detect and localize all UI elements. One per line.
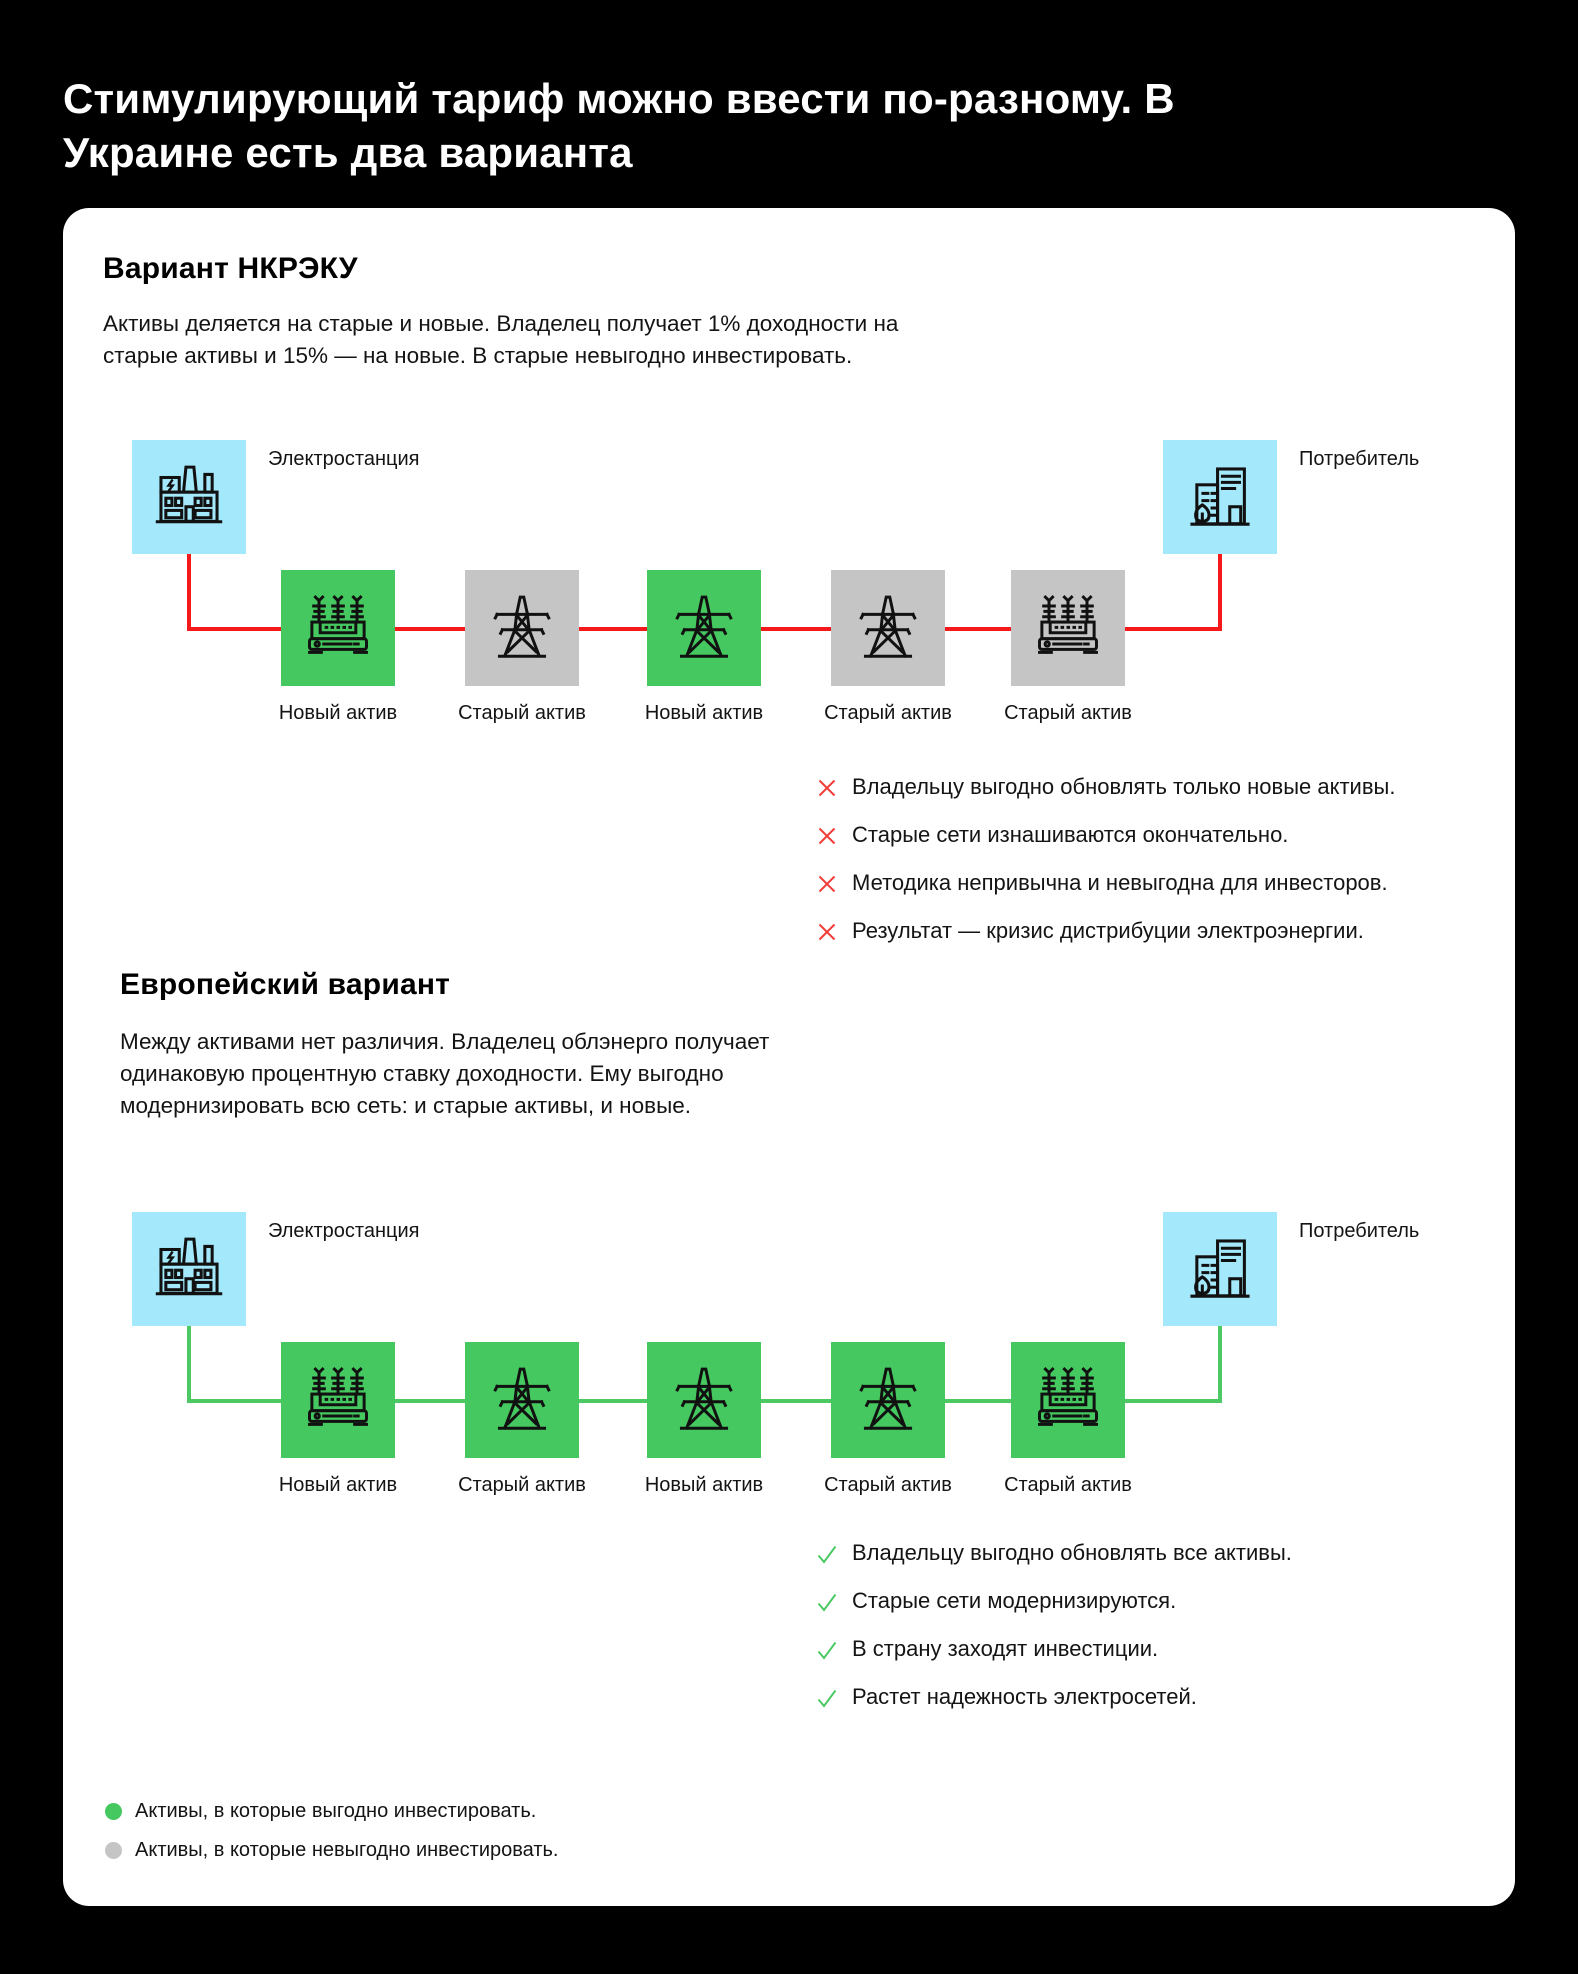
transmission-tower-icon <box>666 590 742 666</box>
european-heading: Европейский вариант <box>120 968 451 1001</box>
asset-2-3 <box>644 1342 764 1496</box>
asset-label: Старый актив <box>1004 1474 1132 1496</box>
asset-label: Старый актив <box>458 702 586 724</box>
gray-dot-icon <box>105 1842 122 1859</box>
legend-row-unprofitable <box>105 1839 558 1861</box>
asset-box <box>647 1342 761 1458</box>
asset-box <box>831 570 945 686</box>
asset-box <box>1011 1342 1125 1458</box>
cross-icon <box>815 920 839 944</box>
asset-2-2 <box>458 1342 586 1496</box>
drawback-text: Результат — кризис дистрибуции электроэнергии. <box>852 918 1364 944</box>
check-icon <box>815 1638 839 1662</box>
asset-2-1 <box>278 1342 398 1496</box>
asset-label: Старый актив <box>824 1474 952 1496</box>
asset-label: Новый актив <box>644 1474 764 1496</box>
benefit-item <box>815 1540 1435 1567</box>
substation-transformer-icon <box>1030 1362 1106 1438</box>
asset-1-5 <box>1004 570 1132 724</box>
benefit-text: Старые сети модернизируются. <box>852 1588 1177 1614</box>
power-plant-label-2: Электростанция <box>268 1220 420 1242</box>
benefit-text: Владельцу выгодно обновлять все активы. <box>852 1540 1292 1566</box>
drawback-item <box>815 774 1435 801</box>
power-plant-node-2 <box>132 1212 246 1326</box>
cross-icon <box>815 872 839 896</box>
drawback-text: Методика непривычна и невыгодна для инвесторов. <box>852 870 1388 896</box>
benefit-item <box>815 1588 1435 1615</box>
european-benefits-list <box>815 1540 1435 1732</box>
european-description: Между активами нет различия. Владелец облэнерго получает одинаковую процентную ставку доходности. Ему выгодно модернизировать всю сеть: и старые активы, и новые. <box>120 1029 770 1118</box>
page-title: Стимулирующий тариф можно ввести по-разному. В Украине есть два варианта <box>63 75 1175 177</box>
consumer-label-2: Потребитель <box>1299 1220 1420 1242</box>
drawback-text: Владельцу выгодно обновлять только новые активы. <box>852 774 1396 800</box>
asset-label: Старый актив <box>1004 702 1132 724</box>
green-dot-icon <box>105 1803 122 1820</box>
asset-box <box>281 570 395 686</box>
asset-label: Старый актив <box>458 1474 586 1496</box>
benefit-item <box>815 1684 1435 1711</box>
legend-row-profitable <box>105 1800 558 1822</box>
asset-label: Старый актив <box>824 702 952 724</box>
asset-1-3 <box>644 570 764 724</box>
cross-icon <box>815 776 839 800</box>
asset-box <box>281 1342 395 1458</box>
asset-box <box>465 1342 579 1458</box>
substation-transformer-icon <box>300 590 376 666</box>
asset-label: Новый актив <box>278 702 398 724</box>
transmission-tower-icon <box>850 1362 926 1438</box>
transmission-tower-icon <box>850 590 926 666</box>
infographic-card <box>63 208 1515 1906</box>
power-plant-node-1 <box>132 440 246 554</box>
substation-transformer-icon <box>300 1362 376 1438</box>
asset-box <box>647 570 761 686</box>
nkreku-heading: Вариант НКРЭКУ <box>103 252 358 285</box>
drawback-item <box>815 822 1435 849</box>
check-icon <box>815 1686 839 1710</box>
transmission-tower-icon <box>484 1362 560 1438</box>
legend <box>105 1800 558 1878</box>
asset-label: Новый актив <box>278 1474 398 1496</box>
asset-box <box>831 1342 945 1458</box>
benefit-item <box>815 1636 1435 1663</box>
city-buildings-icon <box>1181 458 1259 536</box>
check-icon <box>815 1590 839 1614</box>
transmission-tower-icon <box>484 590 560 666</box>
cross-icon <box>815 824 839 848</box>
asset-2-5 <box>1004 1342 1132 1496</box>
benefit-text: В страну заходят инвестиции. <box>852 1636 1159 1662</box>
drawback-item <box>815 918 1435 945</box>
asset-1-4 <box>824 570 952 724</box>
drawback-text: Старые сети изнашиваются окончательно. <box>852 822 1289 848</box>
asset-1-2 <box>458 570 586 724</box>
benefit-text: Растет надежность электросетей. <box>852 1684 1197 1710</box>
consumer-node-2 <box>1163 1212 1277 1326</box>
factory-icon <box>150 1230 228 1308</box>
asset-box <box>1011 570 1125 686</box>
transmission-tower-icon <box>666 1362 742 1438</box>
legend-profitable-text: Активы, в которые выгодно инвестировать. <box>135 1799 537 1822</box>
check-icon <box>815 1542 839 1566</box>
substation-transformer-icon <box>1030 590 1106 666</box>
asset-box <box>465 570 579 686</box>
legend-unprofitable-text: Активы, в которые невыгодно инвестировать. <box>135 1838 559 1861</box>
factory-icon <box>150 458 228 536</box>
city-buildings-icon <box>1181 1230 1259 1308</box>
drawback-item <box>815 870 1435 897</box>
asset-label: Новый актив <box>644 702 764 724</box>
asset-2-4 <box>824 1342 952 1496</box>
nkreku-description: Активы деляется на старые и новые. Владелец получает 1% доходности на старые активы и 15% — на новые. В старые невыгодно инвестировать. <box>103 311 899 368</box>
nkreku-drawbacks-list <box>815 774 1435 966</box>
consumer-node-1 <box>1163 440 1277 554</box>
asset-1-1 <box>278 570 398 724</box>
power-plant-label-1: Электростанция <box>268 448 420 470</box>
consumer-label-1: Потребитель <box>1299 448 1420 470</box>
